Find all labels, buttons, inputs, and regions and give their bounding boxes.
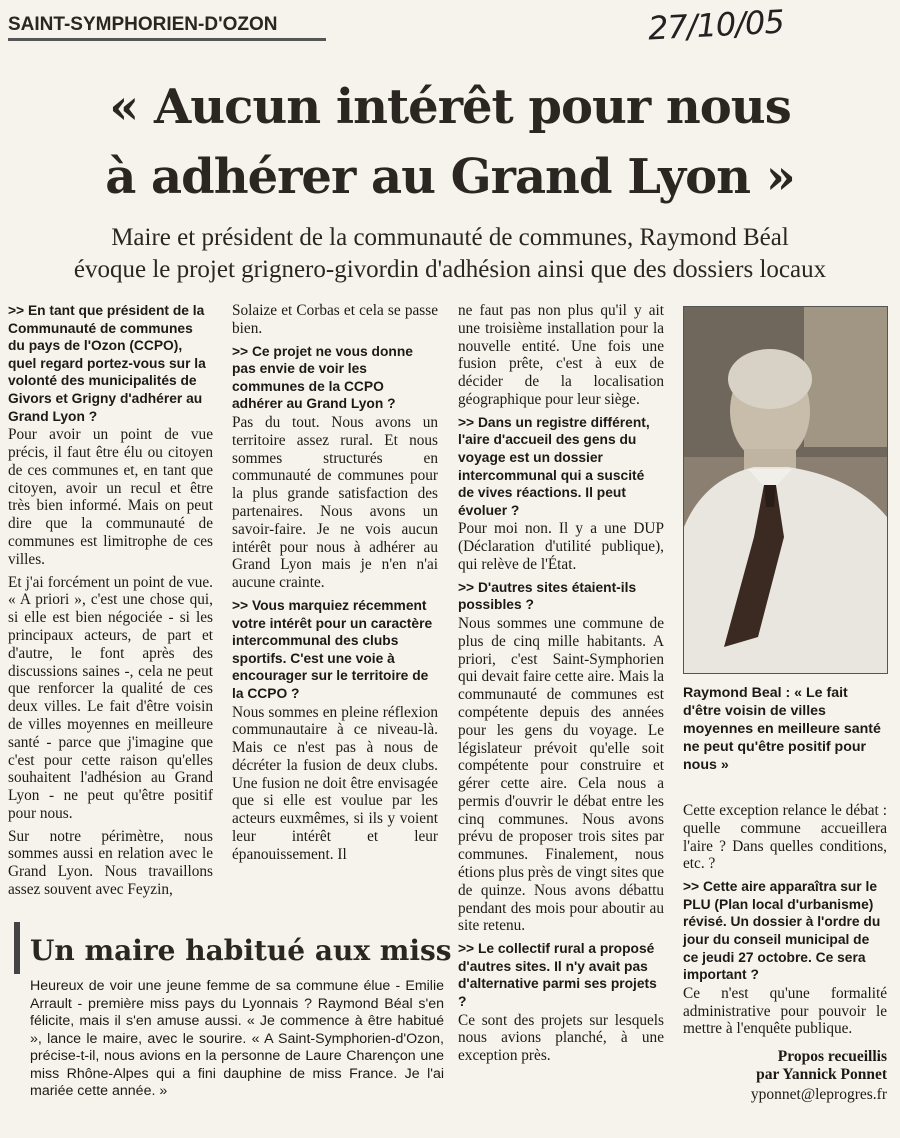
byline-line-1: Propos recueillis bbox=[777, 1048, 887, 1065]
answer-4: Pour moi non. Il y a une DUP (Déclaration d'utilité publique), qui relève de l'État. bbox=[458, 520, 664, 573]
box-title: Un maire habitué aux miss bbox=[30, 934, 452, 967]
article-column-4 bbox=[683, 802, 887, 1043]
photo-caption: Raymond Beal : « Le fait d'être voisin de villes moyennes en meilleure santé ne peut qu'être positif pour nous » bbox=[683, 685, 881, 773]
article-column-1 bbox=[8, 302, 213, 904]
sidebar-box bbox=[14, 922, 452, 1112]
answer-5: Nous sommes une commune de plus de cinq mille habitants. A priori, c'est Saint-Symphorien qui devait faire cette aire. Mais la communauté de communes est compétente depuis des années pour les gens du voyage. Le législateur prévoit qu'elle soit compétente pour construire et gérer cette aire. Cela nous a permis d'ouvrir le débat entre les cinq communes. Nous avons prévu de proposer trois sites par communes. Finalement, nous étions plus près de vingt sites que de quinze. Nous avons débattu pendant des mois pour aboutir au site retenu. bbox=[458, 614, 664, 935]
byline-line-2: par Yannick Ponnet bbox=[756, 1066, 887, 1083]
answer-1-paragraph-2: Et j'ai forcément un point de vue. « A priori », c'est une chose qui, si elle est bien négociée - si les principaux acteurs, de part et d'autre, le font après des discussions saines -, cela ne peut que renforcer la qualité de ces deux villes. Le fait d'être voisin de villes moyennes en meilleure santé - parce que j'imagine que c'est pour cette raison qu'elles souhaitent l'adhésion au Grand Lyon - ne peut qu'être positif pour nous. bbox=[8, 573, 213, 822]
question-4: >> Dans un registre différent, l'aire d'accueil des gens du voyage est un dossier intercommunal qui a suscité de vives réactions. Il peut évoluer ? bbox=[458, 414, 650, 518]
question-1: >> En tant que président de la Communauté de communes du pays de l'Ozon (CCPO), quel regard portez-vous sur la volonté des municipalités de Givors et Grigny d'adhérer au Grand Lyon ? bbox=[8, 303, 206, 424]
handwritten-date: 27/10/05 bbox=[647, 2, 785, 48]
answer-1-paragraph-3: Sur notre périmètre, nous sommes aussi en relation avec le Grand Lyon. Nous travaillons assez souvent avec Feyzin, bbox=[8, 827, 213, 899]
headline bbox=[40, 72, 860, 212]
article-column-3 bbox=[458, 302, 664, 1070]
portrait-photo-image bbox=[684, 307, 887, 673]
question-3: >> Vous marquiez récemment votre intérêt pour un caractère intercommunal des clubs sportifs. C'est une voie à encourager sur le territoire de la CCPO ? bbox=[232, 597, 433, 701]
answer-1-continued: Solaize et Corbas et cela se passe bien. bbox=[232, 302, 438, 337]
question-2: >> Ce projet ne vous donne pas envie de voir les communes de la CCPO adhérer au Grand Lyon ? bbox=[232, 343, 413, 412]
headline-line-1: « Aucun intérêt pour nous bbox=[109, 79, 791, 135]
subtitle-line-1: Maire et président de la communauté de communes, Raymond Béal bbox=[111, 224, 789, 251]
question-7: >> Cette aire apparaîtra sur le PLU (Plan local d'urbanisme) révisé. Un dossier à l'ordre du jour du conseil municipal de ce jeudi 27 octobre. Ce sera important ? bbox=[683, 879, 881, 983]
answer-6: Ce sont des projets sur lesquels nous avions planché, à une exception près. bbox=[458, 1011, 664, 1065]
subtitle bbox=[20, 222, 880, 286]
answer-6-continued: Cette exception relance le débat : quelle commune accueillera l'aire ? Dans quelles conditions, etc. ? bbox=[683, 802, 887, 873]
byline bbox=[683, 1048, 887, 1084]
box-body: Heureux de voir une jeune femme de sa commune élue - Emilie Arrault - première miss pays du Lyonnais ? Raymond Béal s'en félicite, mais il s'en amuse aussi. « Je commence à être habitué », lance le maire, avec le sourire. « A Saint-Symphorien-d'Ozon, précise-t-il, nous avions en la personne de Laure Charençon une miss Rhône-Alpes qui a fini dauphine de miss France. Je l'ai mariée cette année. » bbox=[30, 978, 444, 1099]
question-6: >> Le collectif rural a proposé d'autres sites. Il n'y avait pas d'alternative parmi ses projets ? bbox=[458, 941, 657, 1010]
answer-7: Ce n'est qu'une formalité administrative pour pouvoir le mettre à l'enquête publique. bbox=[683, 984, 887, 1038]
subtitle-line-2: évoque le projet grignero-givordin d'adhésion ainsi que des dossiers locaux bbox=[73, 256, 827, 283]
author-email: yponnet@leprogres.fr bbox=[750, 1086, 887, 1103]
answer-2: Pas du tout. Nous avons un territoire assez rural. Et nous sommes structurés en communauté de communes pour la plus grande satisfaction des partenaires. Nous avons un savoir-faire. Je ne vois aucun intérêt pour nous à adhérer au Grand Lyon mais je n'en n'ai aucune crainte. bbox=[232, 413, 438, 592]
answer-3-continued: ne faut pas non plus qu'il y ait une troisième installation pour la nouvelle entité. Une fois une fusion prête, c'est à eux de décider de la localisation géographique pour leur siège. bbox=[458, 302, 664, 408]
question-5: >> D'autres sites étaient-ils possibles ? bbox=[458, 579, 637, 613]
section-label: SAINT-SYMPHORIEN-D'OZON bbox=[8, 14, 326, 41]
portrait-photo bbox=[683, 306, 888, 674]
box-rule bbox=[14, 922, 20, 974]
answer-1-paragraph-1: Pour avoir un point de vue précis, il faut être élu ou citoyen de ces communes et, en tant que citoyen, avoir un recul et être très bien informé. Mais on peut dire que la communauté de communes est limitrophe de ces villes. bbox=[8, 426, 213, 568]
answer-3: Nous sommes en pleine réflexion communautaire à ce niveau-là. Mais ce n'est pas à nous de décréter la fusion de deux clubs. Une fusion ne doit être envisagée que si elle est voulue par les acteurs euxmêmes, si ils y voient leur intérêt et leur épanouissement. Il bbox=[232, 703, 438, 863]
headline-line-2: à adhérer au Grand Lyon » bbox=[105, 149, 795, 205]
article-column-2 bbox=[232, 302, 438, 869]
